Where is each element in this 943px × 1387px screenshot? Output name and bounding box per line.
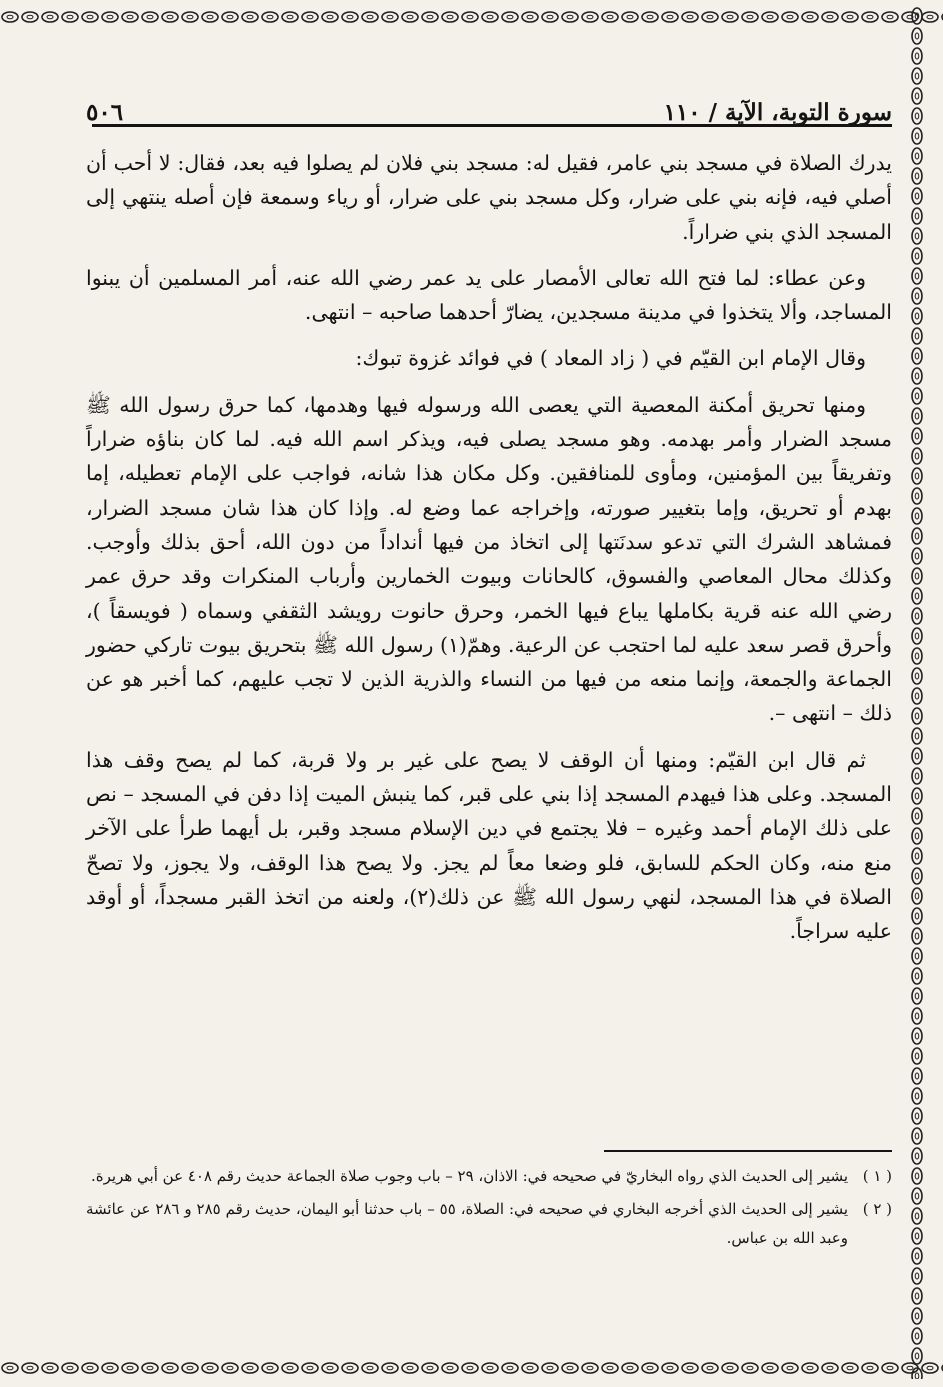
body-text xyxy=(86,146,892,961)
paragraph: ثم قال ابن القيّم: ومنها أن الوقف لا يصح على غير بر ولا قربة، كما لم يصح وقف هذا المسجد. وعلى هذا فيهدم المسجد إذا بني على قبر، كما ينبش الميت إذا دفن في المسجد – نص على ذلك الإمام أحمد وغيره – فلا يجتمع في دين الإسلام مسجد وقبر، بل أيهما طرأ على الآخر منع منه، وكان الحكم للسابق، فلو وضعا معاً لم يجز. ولا يصح هذا الوقف، ولا يجوز، ولا تصحّ الصلاة في هذا المسجد، لنهي رسول الله ﷺ عن ذلك(٢)، ولعنه من اتخذ القبر مسجداً، أو أوقد عليه سراجاً. xyxy=(86,747,893,944)
paragraph: وقال الإمام ابن القيّم في ( زاد المعاد ) في فوائد غزوة تبوك: xyxy=(355,346,866,371)
footnote-text: يشير إلى الحديث الذي أخرجه البخاري في صحيحه في: الصلاة، ٥٥ – باب حدثنا أبو اليمان، حديث رقم ٢٨٥ و ٢٨٦ عن عائشة وعبد الله بن عباس. xyxy=(86,1200,848,1247)
footnote-rule xyxy=(604,1150,892,1152)
page-number: ٥٠٦ xyxy=(86,99,124,126)
paragraph: وعن عطاء: لما فتح الله تعالى الأمصار على يد عمر رضي الله عنه، أمر المسلمين أن يبنوا المساجد، وألا يتخذوا في مدينة مسجدين، يضارّ أحدهما صاحبه – انتهى. xyxy=(86,265,892,325)
footnote-number: ( ٢ ) xyxy=(862,1200,892,1218)
header-rule xyxy=(92,124,892,127)
page-header xyxy=(86,82,892,126)
ornamental-border-right xyxy=(906,6,928,1379)
footnotes xyxy=(86,1162,892,1257)
footnote-text: يشير إلى الحديث الذي رواه البخاريّ في صحيحه في: الاذان، ٢٩ – باب وجوب صلاة الجماعة حديث رقم ٤٠٨ عن أبي هريرة. xyxy=(91,1167,848,1185)
running-title: سورة التوبة، الآية / ١١٠ xyxy=(663,99,892,126)
footnote xyxy=(86,1195,892,1253)
ornamental-border-bottom xyxy=(0,1357,943,1379)
footnote xyxy=(86,1162,892,1191)
footnote-number: ( ١ ) xyxy=(862,1167,892,1185)
paragraph: يدرك الصلاة في مسجد بني عامر، فقيل له: مسجد بني فلان لم يصلوا فيه بعد، فقال: لا أحب أن أصلي فيه، فإنه بني على ضرار، وكل مسجد بني على ضرار، أو رياء وسمعة فإن أصله ينتهي إلى المسجد الذي بني ضراراً. xyxy=(86,151,892,244)
paragraph: ومنها تحريق أمكنة المعصية التي يعصى الله ورسوله فيها وهدمها، كما حرق رسول الله ﷺ مسجد الضرار وأمر بهدمه. وهو مسجد يصلى فيه، ويذكر اسم الله فيه. لما كان بناؤه ضراراً وتفريقاً بين المؤمنين، ومأوى للمنافقين. وكل مكان هذا شانه، فواجب على الإمام تعطيله، إما بهدم أو تحريق، وإما بتغيير صورته، وإخراجه عما وضع له. وإذا كان هذا شان مسجد الضرار، فمشاهد الشرك التي تدعو سدنَتها إلى اتخاذ من فيها أنداداً من دون الله، أحق بذلك وأوجب. وكذلك محال المعاصي والفسوق، كالحانات وبيوت الخمارين وأرباب المنكرات وقد حرق عمر رضي الله عنه قرية بكاملها يباع فيها الخمر، وحرق حانوت رويشد الثقفي وسماه ( فويسقاً )، وأحرق قصر سعد عليه لما احتجب عن الرعية. وهمّ(١) رسول الله ﷺ بتحريق بيوت تاركي حضور الجماعة والجمعة، وإنما منعه من فيها من النساء والذرية الذين لا تجب عليهم، كما أخبر هو عن ذلك – انتهى –. xyxy=(86,392,893,726)
ornamental-border-top xyxy=(0,6,943,28)
book-page xyxy=(86,60,892,1350)
